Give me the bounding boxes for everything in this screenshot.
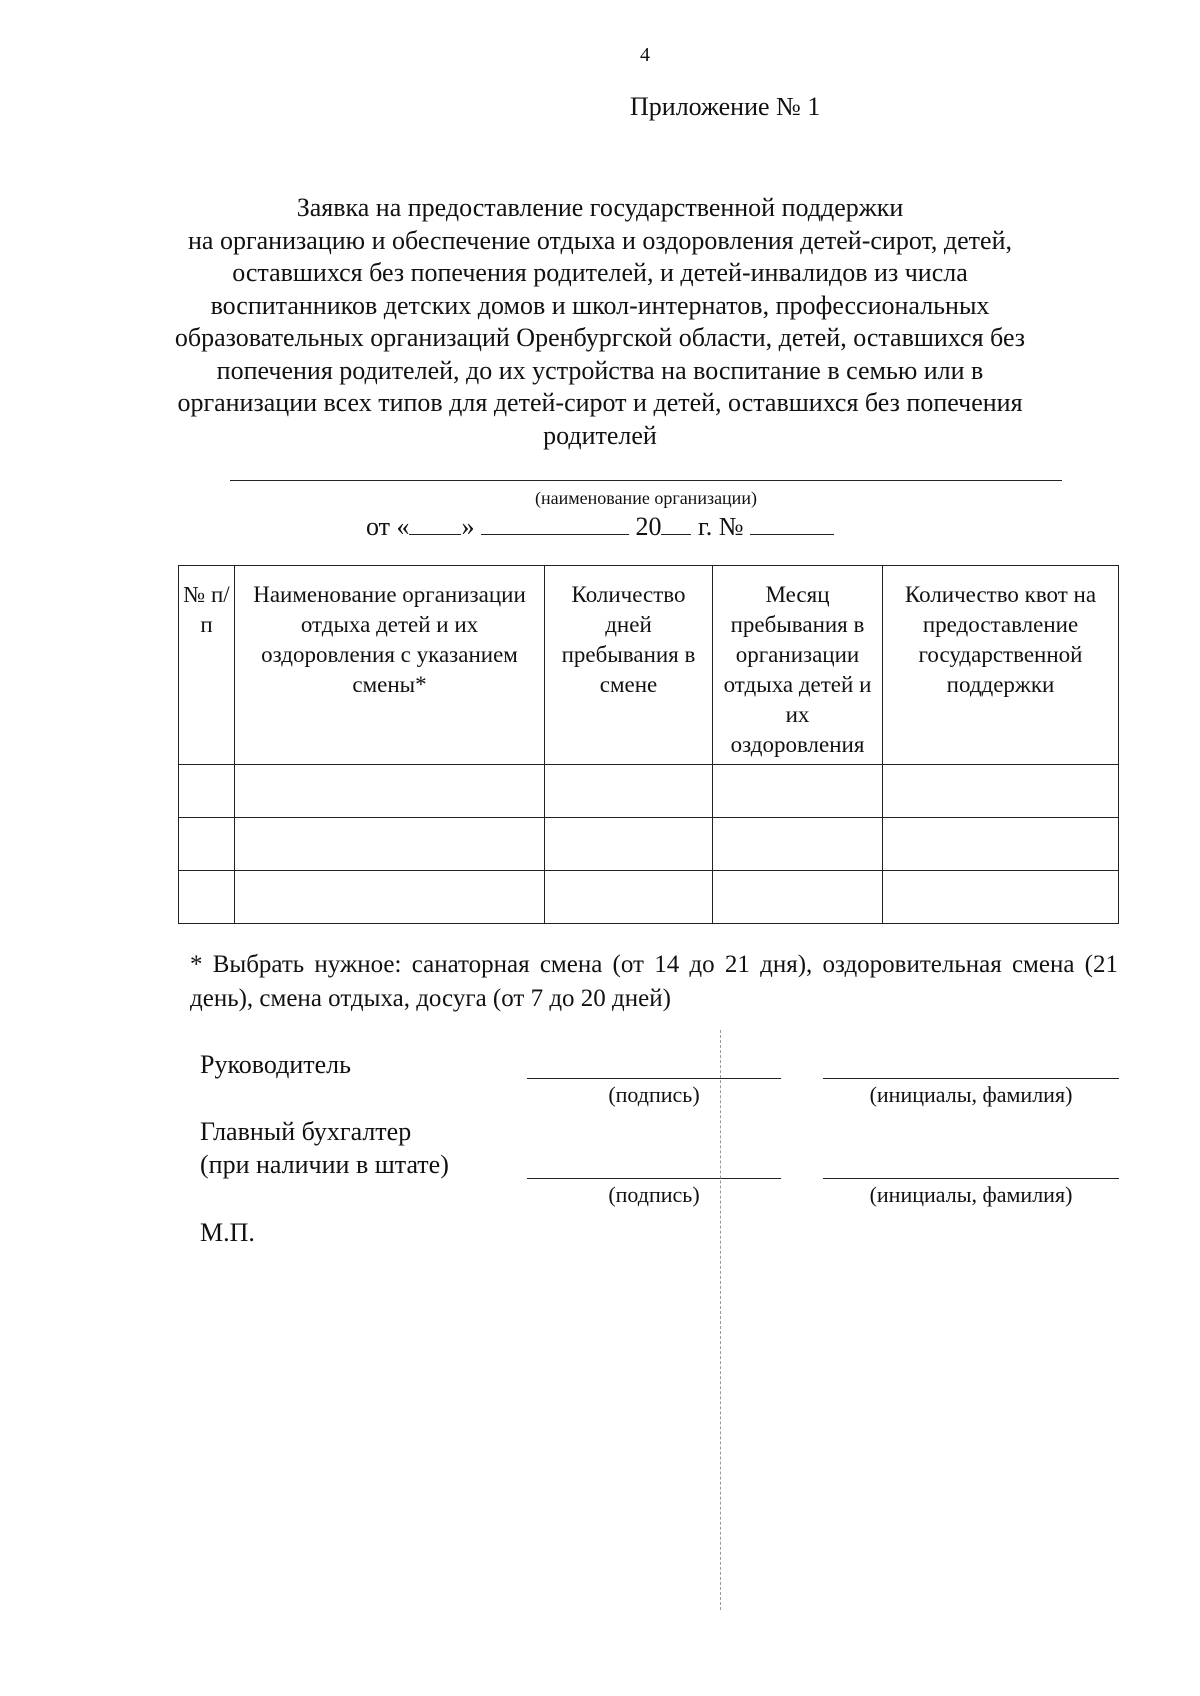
title-line: организации всех типов для детей-сирот и детей, оставшихся без попечения bbox=[177, 388, 1023, 417]
accountant-signature-field[interactable] bbox=[527, 1178, 781, 1179]
table-cell[interactable] bbox=[235, 765, 545, 818]
table-cell[interactable] bbox=[883, 765, 1119, 818]
day-field[interactable] bbox=[409, 512, 461, 535]
scan-fold-line bbox=[720, 1030, 721, 1610]
name-caption: (инициалы, фамилия) bbox=[869, 1182, 1073, 1207]
table-cell[interactable] bbox=[235, 818, 545, 871]
table-cell[interactable] bbox=[713, 818, 883, 871]
organization-name-field[interactable] bbox=[230, 480, 1062, 481]
table-cell[interactable] bbox=[883, 871, 1119, 924]
year-field[interactable] bbox=[661, 512, 691, 535]
table-cell[interactable] bbox=[179, 818, 235, 871]
date-prefix: от « bbox=[365, 512, 410, 541]
table-cell[interactable] bbox=[179, 765, 235, 818]
title-line: попечения родителей, до их устройства на воспитание в семью или в bbox=[216, 355, 984, 385]
month-field[interactable] bbox=[481, 512, 629, 535]
director-name-field[interactable] bbox=[823, 1078, 1119, 1079]
title-line: воспитанников детских домов и школ-интернатов, профессиональных bbox=[210, 290, 990, 320]
title-line: образовательных организаций Оренбургской области, детей, оставшихся без bbox=[174, 323, 1026, 352]
title-line: родителей bbox=[543, 420, 657, 450]
header-days: Количество дней пребывания в смене bbox=[545, 566, 713, 765]
date-quote-close: » bbox=[461, 512, 475, 541]
organization-name-caption: (наименование организации) bbox=[535, 488, 757, 508]
header-number: № п/п bbox=[179, 566, 235, 765]
table-cell[interactable] bbox=[545, 871, 713, 924]
title-line: Заявка на предоставление государственной поддержки bbox=[296, 193, 904, 222]
table-row bbox=[179, 818, 1119, 871]
director-label: Руководитель bbox=[200, 1050, 351, 1079]
year-prefix: 20 bbox=[635, 512, 662, 541]
header-organization: Наименование организации отдыха детей и их оздоровления с указанием смены* bbox=[235, 566, 545, 765]
date-number-line bbox=[150, 512, 1050, 542]
table-cell[interactable] bbox=[179, 871, 235, 924]
table-cell[interactable] bbox=[713, 871, 883, 924]
table-cell[interactable] bbox=[545, 818, 713, 871]
accountant-name-field[interactable] bbox=[823, 1178, 1119, 1179]
footnote: * Выбрать нужное: санаторная смена (от 14 до 21 дня), оздоровительная смена (21 день), смена отдыха, досуга (от 7 до 20 дней) bbox=[190, 951, 1118, 1012]
director-signature-field[interactable] bbox=[527, 1078, 781, 1079]
appendix-label: Приложение № 1 bbox=[630, 92, 821, 121]
accountant-note: (при наличии в штате) bbox=[200, 1150, 449, 1179]
title-line: на организацию и обеспечение отдыха и оздоровления детей-сирот, детей, bbox=[188, 225, 1012, 255]
year-suffix-number-sign: г. № bbox=[697, 512, 744, 541]
stamp-place-label: М.П. bbox=[200, 1218, 255, 1247]
table-row bbox=[179, 871, 1119, 924]
accountant-label: Главный бухгалтер bbox=[200, 1117, 412, 1146]
quota-table bbox=[178, 565, 1119, 924]
header-quotas: Количество квот на предоставление государственной поддержки bbox=[883, 566, 1119, 765]
document-title bbox=[150, 192, 1050, 452]
table-cell[interactable] bbox=[883, 818, 1119, 871]
header-month: Месяц пребывания в организации отдыха детей и их оздоровления bbox=[713, 566, 883, 765]
document-number-field[interactable] bbox=[750, 512, 834, 535]
signature-caption: (подпись) bbox=[608, 1182, 700, 1207]
table-cell[interactable] bbox=[235, 871, 545, 924]
page-number: 4 bbox=[640, 44, 650, 66]
table-header-row bbox=[179, 566, 1119, 765]
table-row bbox=[179, 765, 1119, 818]
name-caption: (инициалы, фамилия) bbox=[869, 1082, 1073, 1107]
signature-caption: (подпись) bbox=[608, 1082, 700, 1107]
title-line: оставшихся без попечения родителей, и детей-инвалидов из числа bbox=[232, 258, 968, 287]
table-cell[interactable] bbox=[713, 765, 883, 818]
table-cell[interactable] bbox=[545, 765, 713, 818]
